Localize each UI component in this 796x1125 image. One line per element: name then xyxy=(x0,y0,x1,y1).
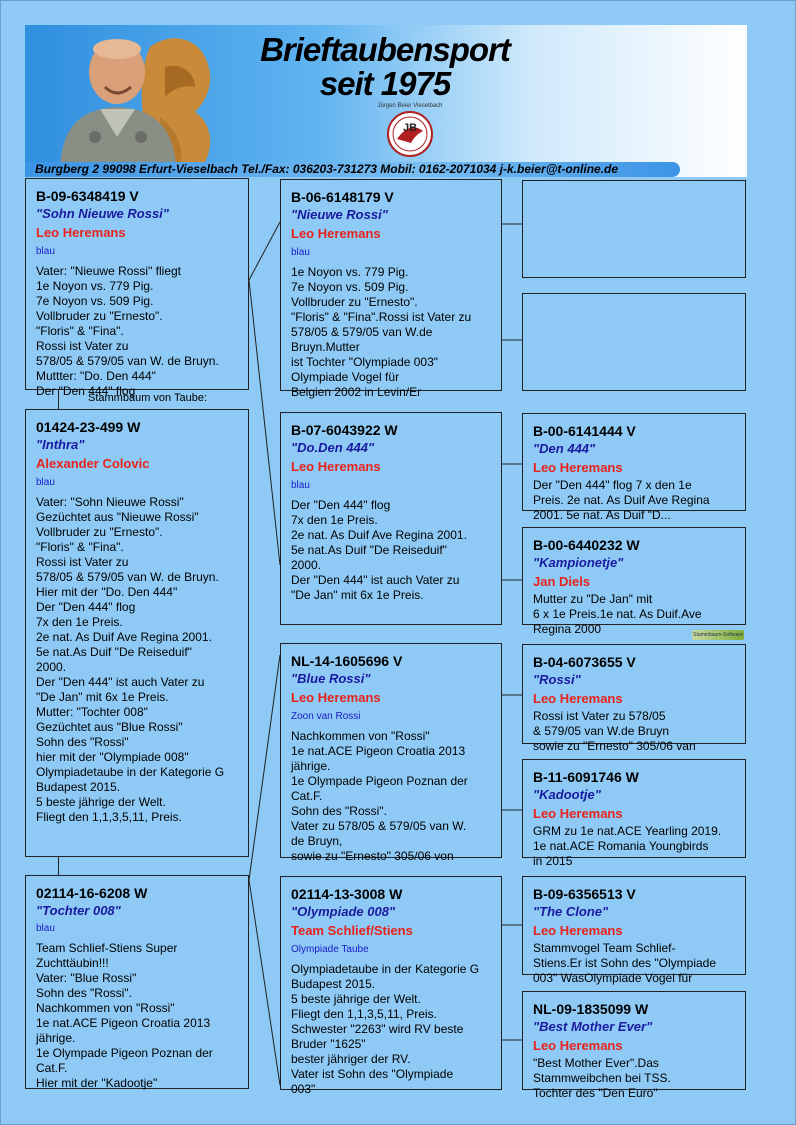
breeder-name: Leo Heremans xyxy=(533,806,623,821)
software-badge: Stammbaum-Software xyxy=(693,632,743,638)
pigeon-name: "Sohn Nieuwe Rossi" xyxy=(36,206,169,221)
subject-card[interactable] xyxy=(25,409,249,857)
ring-number: 02114-13-3008 W xyxy=(291,886,403,902)
connector-line xyxy=(58,857,59,875)
great-grandparent-card-empty[interactable] xyxy=(522,180,746,278)
logo-name: Jürgen Beier Vieselbach xyxy=(377,103,443,109)
breeder-name: Leo Heremans xyxy=(533,1038,623,1053)
breeder-name: Leo Heremans xyxy=(533,923,623,938)
great-grandparent-card[interactable] xyxy=(522,991,746,1100)
ring-number: B-09-6348419 V xyxy=(36,188,139,204)
pigeon-description: Rossi ist Vater zu 578/05 & 579/05 van W.de Bruyn sowie zu "Ernesto" 305/06 van xyxy=(533,709,696,753)
pigeon-description: Team Schlief-Stiens Super Zuchttäubin!!! Vater: "Blue Rossi" Sohn des "Rossi". Nachkommen von "Rossi" 1e nat.ACE Pigeon Croatia 2013 jährige. 1e Olympade Pigeon Poznan der Cat.F. Hier mit der "Kadootje" xyxy=(36,941,213,1090)
mother-card[interactable] xyxy=(25,875,249,1089)
pigeon-description: GRM zu 1e nat.ACE Yearling 2019. 1e nat.ACE Romania Youngbirds in 2015 xyxy=(533,824,722,868)
pigeon-name: "Inthra" xyxy=(36,437,85,452)
ring-number: NL-09-1835099 W xyxy=(533,1001,649,1017)
pigeon-name: "Rossi" xyxy=(533,672,581,687)
club-logo xyxy=(355,103,465,165)
pigeon-name: "Tochter 008" xyxy=(36,903,121,918)
pigeon-description: Vater: "Nieuwe Rossi" fliegt 1e Noyon vs. 779 Pig. 7e Noyon vs. 509 Pig. Vollbruder zu "Ernesto". "Floris" & "Fina". Rossi ist Vater zu 578/05 & 579/05 van W. de Bruyn. Muttter: "Do. Den 444" Der "Den 444" flog xyxy=(36,264,219,398)
pigeon-name: "Kampionetje" xyxy=(533,555,624,570)
ring-number: B-09-6356513 V xyxy=(533,886,636,902)
pigeon-color: Zoon van Rossi xyxy=(291,711,361,722)
pigeon-color: blau xyxy=(291,247,310,258)
ring-number: NL-14-1605696 V xyxy=(291,653,403,669)
pigeon-name: "Den 444" xyxy=(533,441,596,456)
pigeon-description: Der "Den 444" flog 7 x den 1e Preis. 2e nat. As Duif Ave Regina 2001. 5e nat. As Duif "D... xyxy=(533,478,710,522)
pigeon-description: 1e Noyon vs. 779 Pig. 7e Noyon vs. 509 Pig. Vollbruder zu "Ernesto". "Floris" & "Fina".Rossi ist Vater zu 578/05 & 579/05 van W.de Bruyn.Mutter ist Tochter "Olympiade 003" Olympiade Vogel für Belgien 2002 in Levin/Er xyxy=(291,265,472,399)
grandfather-maternal-card[interactable] xyxy=(280,643,502,863)
breeder-name: Leo Heremans xyxy=(533,460,623,475)
ring-number: B-04-6073655 V xyxy=(533,654,636,670)
title-line-1: Brieftaubensport xyxy=(260,31,510,68)
pigeon-description: Stammvogel Team Schlief- Stiens.Er ist Sohn des "Olympiade 003" WasOlympiade Vogel für xyxy=(533,941,717,985)
pigeon-description: Olympiadetaube in der Kategorie G Budapest 2015. 5 beste jährige der Welt. Fliegt den 1,1,3,5,11, Preis. Schwester "2263" wird RV beste Bruder "1625" bester jähriger der RV. Vater ist Sohn des "Olympiade 003" xyxy=(291,962,480,1096)
grandfather-paternal-card[interactable] xyxy=(280,179,502,399)
breeder-name: Alexander Colovic xyxy=(36,456,150,471)
logo-initials: JB xyxy=(402,122,418,134)
ring-number: B-11-6091746 W xyxy=(533,769,639,785)
header-banner xyxy=(25,25,747,177)
pigeon-color: blau xyxy=(291,480,310,491)
breeder-name: Leo Heremans xyxy=(291,226,381,241)
breeder-photo xyxy=(45,27,255,175)
contact-bar xyxy=(25,162,680,177)
pedigree-label: Stammbaum von Taube: xyxy=(88,392,208,404)
pigeon-name: "Best Mother Ever" xyxy=(533,1019,653,1034)
breeder-name: Leo Heremans xyxy=(36,225,126,240)
ring-number: B-07-6043922 W xyxy=(291,422,398,438)
breeder-name: Leo Heremans xyxy=(533,691,623,706)
pigeon-name: "Kadootje" xyxy=(533,787,601,802)
great-grandparent-card-empty[interactable] xyxy=(522,293,746,391)
great-grandparent-card[interactable] xyxy=(522,759,746,868)
pigeon-name: "The Clone" xyxy=(533,904,609,919)
pigeon-color: Olympiade Taube xyxy=(291,944,369,955)
pigeon-name: "Olympiade 008" xyxy=(291,904,396,919)
breeder-name: Leo Heremans xyxy=(291,690,381,705)
pigeon-logo-icon xyxy=(385,109,435,159)
great-grandparent-card[interactable] xyxy=(522,876,746,985)
breeder-name: Team Schlief/Stiens xyxy=(291,923,413,938)
pigeon-name: "Do.Den 444" xyxy=(291,440,375,455)
grandmother-paternal-card[interactable] xyxy=(280,412,502,625)
contact-info: Burgberg 2 99098 Erfurt-Vieselbach Tel./Fax: 036203-731273 Mobil: 0162-2071034 j-k.beier@t-online.de xyxy=(35,162,619,176)
great-grandparent-card[interactable] xyxy=(522,413,746,522)
pigeon-description: Nachkommen von "Rossi" 1e nat.ACE Pigeon Croatia 2013 jährige. 1e Olympade Pigeon Poznan der Cat.F. Sohn des "Rossi". Vater zu 578/05 & 579/05 van W. de Bruyn, sowie zu "Ernesto" 305/06 von xyxy=(291,729,468,863)
ring-number: B-00-6141444 V xyxy=(533,423,636,439)
grandmother-maternal-card[interactable] xyxy=(280,876,502,1096)
pigeon-name: "Nieuwe Rossi" xyxy=(291,207,388,222)
page-title xyxy=(255,33,515,101)
breeder-name: Jan Diels xyxy=(533,574,591,589)
title-line-2: seit 1975 xyxy=(319,65,451,102)
pigeon-description: "Best Mother Ever".Das Stammweibchen bei TSS. Tochter des "Den Euro" xyxy=(533,1056,671,1100)
pigeon-color: blau xyxy=(36,477,55,488)
ring-number: 01424-23-499 W xyxy=(36,419,141,435)
pigeon-description: Der "Den 444" flog 7x den 1e Preis. 2e nat. As Duif Ave Regina 2001. 5e nat.As Duif "De Reiseduif" 2000. Der "Den 444" ist auch Vater zu "De Jan" mit 6x 1e Preis. xyxy=(291,498,467,602)
pigeon-color: blau xyxy=(36,923,55,934)
pigeon-name: "Blue Rossi" xyxy=(291,671,371,686)
ring-number: B-00-6440232 W xyxy=(533,537,640,553)
breeder-name: Leo Heremans xyxy=(291,459,381,474)
pigeon-color: blau xyxy=(36,246,55,257)
pigeon-description: Vater: "Sohn Nieuwe Rossi" Gezüchtet aus "Nieuwe Rossi" Vollbruder zu "Ernesto". "Floris" & "Fina". Rossi ist Vater zu 578/05 & 579/05 van W. de Bruyn. Hier mit der "Do. Den 444" Der "Den 444" flog 7x den 1e Preis. 2e nat. As Duif Ave Regina 2001. 5e nat.As Duif "De Reiseduif" 2000. Der "Den 444" ist auch Vater zu "De Jan" mit 6x 1e Preis. Mutter: "Tochter 008" Gezüchtet aus "Blue Rossi" Sohn des "Rossi" hier mit der "Olympiade 008" Olympiadetaube in der Kategorie G Budapest 2015. 5 beste jährige der Welt. Fliegt den 1,1,3,5,11, Preis. xyxy=(36,495,225,824)
ring-number: B-06-6148179 V xyxy=(291,189,394,205)
great-grandparent-card[interactable] xyxy=(522,644,746,753)
pigeon-description: Mutter zu "De Jan" mit 6 x 1e Preis.1e nat. As Duif.Ave Regina 2000 xyxy=(533,592,702,636)
ring-number: 02114-16-6208 W xyxy=(36,885,148,901)
